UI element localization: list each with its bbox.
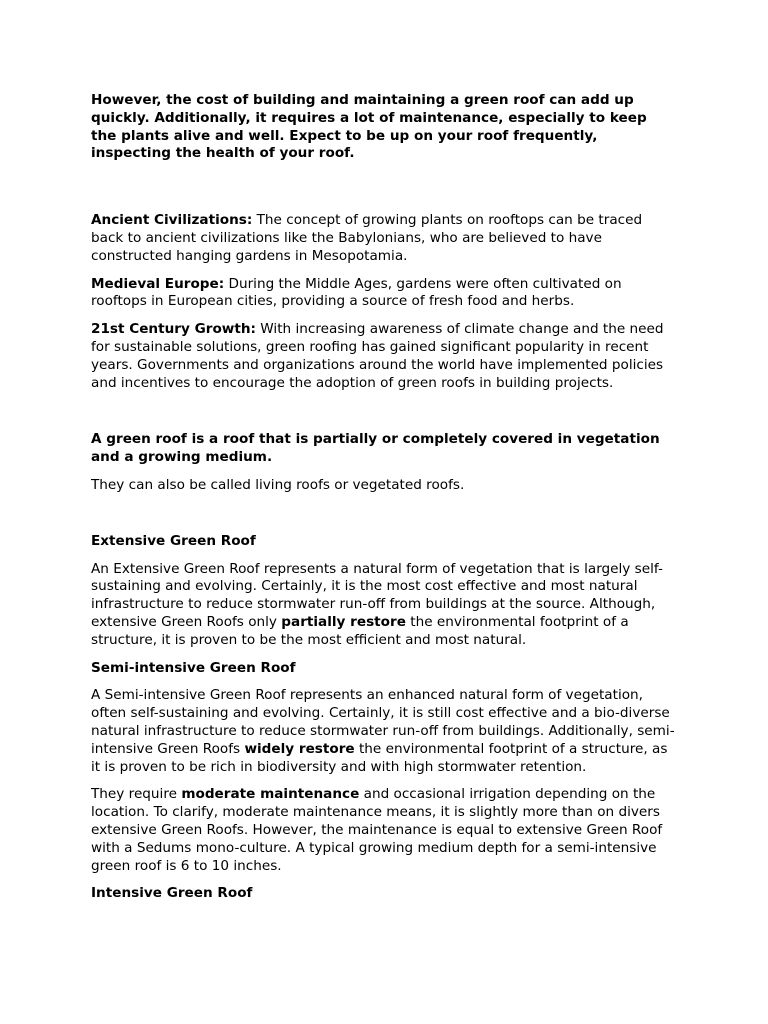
semi-intensive-p2-bold: moderate maintenance (181, 786, 360, 803)
history-ancient-text: The concept of growing plants on rooftops can be traced back to ancient civilizations like the Babylonians, who are believed to have constructed hanging gardens in Mesopotamia. (91, 212, 643, 264)
history-ancient-label: Ancient Civilizations: (91, 212, 253, 229)
semi-intensive-paragraph-2 (91, 786, 676, 875)
semi-intensive-paragraph-1 (91, 687, 676, 776)
semi-intensive-p1-bold: widely restore (244, 740, 355, 757)
history-medieval-label: Medieval Europe: (91, 275, 225, 292)
document-page (91, 92, 676, 903)
semi-intensive-p1-text-1: A Semi-intensive Green Roof represents an enhanced natural form of vegetation, often self-sustaining and evolving. Certainly, it is still cost effective and a bio-diverse natural infrastructure to reduce stormwater run-off from buildings. Additionally, semi-intensive Green Roofs (91, 687, 675, 757)
history-medieval-text: During the Middle Ages, gardens were often cultivated on rooftops in European cities, providing a source of fresh food and herbs. (91, 275, 622, 310)
extensive-bold: partially restore (281, 613, 406, 630)
definition-aka-paragraph: They can also be called living roofs or vegetated roofs. (91, 476, 465, 493)
history-medieval-paragraph (91, 276, 676, 312)
history-21st-century-label: 21st Century Growth: (91, 321, 256, 338)
semi-intensive-heading: Semi-intensive Green Roof (91, 659, 296, 676)
history-ancient-paragraph (91, 212, 676, 265)
extensive-paragraph (91, 561, 676, 650)
extensive-heading: Extensive Green Roof (91, 532, 256, 549)
history-21st-century-text: With increasing awareness of climate change and the need for sustainable solutions, green roofing has gained significant popularity in recent years. Governments and organizations around the world have implemented policies and incentives to encourage the adoption of green roofs in building projects. (91, 321, 664, 391)
intro-paragraph: However, the cost of building and maintaining a green roof can add up quickly. Additionally, it requires a lot of maintenance, especially to keep the plants alive and well. Expect to be up on your roof frequently, inspecting the health of your roof. (91, 92, 647, 162)
extensive-text-1: An Extensive Green Roof represents a natural form of vegetation that is largely self-sustaining and evolving. Certainly, it is the most cost effective and most natural infrastructure to reduce stormwater run-off from buildings at the source. Although, extensive Green Roofs only (91, 560, 663, 630)
history-21st-century-paragraph (91, 321, 676, 392)
extensive-text-2: the environmental footprint of a structure, it is proven to be the most efficient and most natural. (91, 613, 629, 648)
semi-intensive-p2-text-1: They require (91, 786, 182, 803)
semi-intensive-p2-text-2: and occasional irrigation depending on the location. To clarify, moderate maintenance means, it is slightly more than on divers extensive Green Roofs. However, the maintenance is equal to extensive Green Roof with a Sedums mono-culture. A typical growing medium depth for a semi-intensive green roof is 6 to 10 inches. (91, 786, 663, 874)
definition-paragraph: A green roof is a roof that is partially or completely covered in vegetation and a growing medium. (91, 431, 660, 466)
intensive-heading: Intensive Green Roof (91, 885, 253, 902)
semi-intensive-p1-text-2: the environmental footprint of a structure, as it is proven to be rich in biodiversity and with high stormwater retention. (91, 740, 668, 775)
